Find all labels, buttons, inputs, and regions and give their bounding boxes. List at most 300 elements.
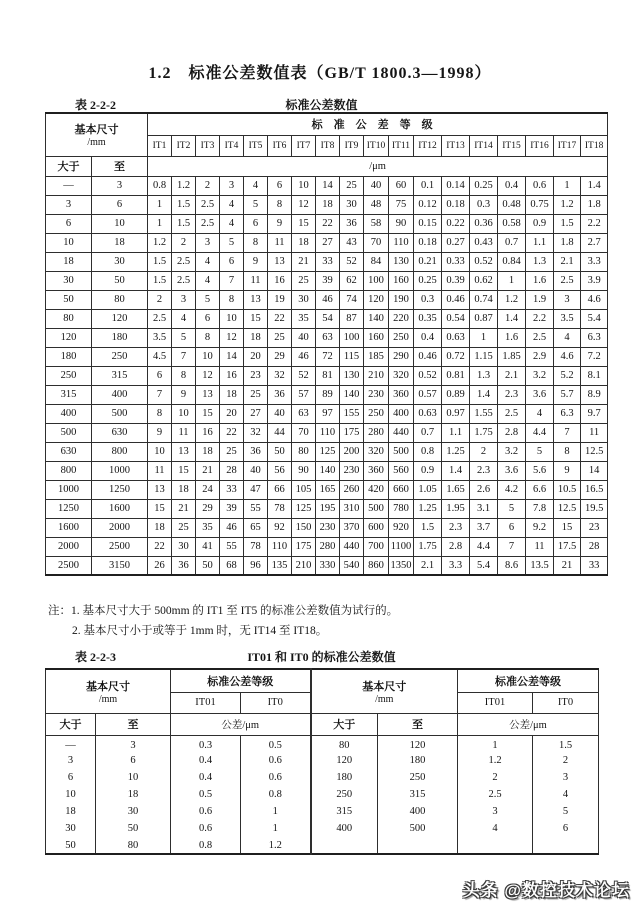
cell: 0.63 (442, 328, 470, 347)
it-grade-header: IT6 (268, 135, 292, 156)
cell: 400 (378, 803, 458, 820)
cell: 110 (268, 537, 292, 556)
table-row (46, 214, 608, 233)
cell: 50 (268, 442, 292, 461)
cell: 80 (92, 290, 148, 309)
cell: 0.6 (171, 820, 241, 837)
cell: 11 (148, 461, 172, 480)
cell: 2.5 (554, 271, 581, 290)
it-grade-header: IT8 (316, 135, 340, 156)
cell: 2.5 (172, 252, 196, 271)
cell: 4.4 (526, 423, 554, 442)
cell: 1.4 (470, 385, 498, 404)
cell: 28 (581, 537, 608, 556)
unit-header: /μm (148, 156, 608, 176)
cell: 1.5 (148, 252, 172, 271)
cell: 1.6 (498, 328, 526, 347)
cell: 12 (196, 366, 220, 385)
table-row (46, 735, 599, 752)
cell: 5 (172, 328, 196, 347)
cell: 5.6 (526, 461, 554, 480)
cell: 2.1 (414, 556, 442, 575)
cell: 0.4 (414, 328, 442, 347)
cell: 4 (533, 786, 599, 803)
note-line-1 (48, 601, 593, 621)
cell: 40 (244, 461, 268, 480)
cell: 22 (268, 309, 292, 328)
to-header-right: 至 (378, 713, 458, 735)
cell: 33 (581, 556, 608, 575)
cell: 175 (340, 423, 364, 442)
cell: 10 (46, 233, 92, 252)
cell: 3.5 (148, 328, 172, 347)
basic-size-label: 基本尺寸 (74, 124, 119, 137)
cell: 35 (196, 518, 220, 537)
cell: 36 (172, 556, 196, 575)
cell: 1600 (46, 518, 92, 537)
cell: 52 (340, 252, 364, 271)
table-row (46, 820, 599, 837)
cell: 29 (196, 499, 220, 518)
cell: 23 (581, 518, 608, 537)
cell: 1.1 (442, 423, 470, 442)
cell: 160 (364, 328, 389, 347)
cell: 10 (292, 176, 316, 195)
cell: — (46, 176, 92, 195)
cell: 2.2 (581, 214, 608, 233)
cell: 2.6 (470, 480, 498, 499)
cell: 120 (311, 752, 378, 769)
note-1-text: 1. 基本尺寸大于 500mm 的 IT1 至 IT5 的标准公差数值为试行的。 (71, 605, 399, 617)
cell: 0.4 (171, 752, 241, 769)
cell: 70 (364, 233, 389, 252)
cell: 7 (220, 271, 244, 290)
cell: 14 (581, 461, 608, 480)
basic-size-label: 基本尺寸 (86, 680, 130, 693)
cell: 0.33 (442, 252, 470, 271)
cell: 700 (364, 537, 389, 556)
cell: 3 (533, 769, 599, 786)
cell: 500 (92, 404, 148, 423)
cell: 420 (364, 480, 389, 499)
cell: 5 (196, 290, 220, 309)
table1-caption: 标准公差数值 (285, 98, 358, 112)
cell: 2.5 (458, 786, 533, 803)
cell: 500 (389, 442, 414, 461)
standard-tolerance-table (45, 112, 608, 576)
cell: 280 (364, 423, 389, 442)
cell: 440 (340, 537, 364, 556)
cell: 8.9 (581, 385, 608, 404)
cell: 9.7 (581, 404, 608, 423)
table-row (46, 803, 599, 820)
cell: 39 (220, 499, 244, 518)
cell: 4.2 (498, 480, 526, 499)
note-2-text: 2. 基本尺寸小于或等于 1mm 时，无 IT14 至 IT18。 (72, 625, 328, 637)
cell: 21 (554, 556, 581, 575)
cell: 1.2 (458, 752, 533, 769)
cell: 40 (268, 404, 292, 423)
cell: 330 (316, 556, 340, 575)
cell: 180 (46, 347, 92, 366)
cell (378, 837, 458, 854)
cell: 3 (46, 752, 96, 769)
cell: 3 (96, 735, 171, 752)
cell: 2 (196, 176, 220, 195)
cell: 25 (172, 518, 196, 537)
cell: 3.2 (498, 442, 526, 461)
cell: 0.84 (498, 252, 526, 271)
cell: 14 (220, 347, 244, 366)
cell: 35 (292, 309, 316, 328)
cell: — (46, 735, 96, 752)
cell: 1.3 (526, 252, 554, 271)
cell: 1250 (46, 499, 92, 518)
over-header: 大于 (46, 156, 92, 176)
cell: 2.8 (498, 423, 526, 442)
cell: 0.75 (526, 195, 554, 214)
it0-header-right: IT0 (533, 692, 599, 713)
cell: 15 (148, 499, 172, 518)
cell: 8 (268, 195, 292, 214)
cell: 630 (92, 423, 148, 442)
cell: 3150 (92, 556, 148, 575)
cell: 190 (389, 290, 414, 309)
cell: 0.89 (442, 385, 470, 404)
cell: 0.21 (414, 252, 442, 271)
cell: 2 (458, 769, 533, 786)
cell: 0.43 (470, 233, 498, 252)
cell: 3.9 (581, 271, 608, 290)
cell: 29 (268, 347, 292, 366)
cell: 66 (268, 480, 292, 499)
cell: 8 (172, 366, 196, 385)
cell: 14 (316, 176, 340, 195)
cell: 4 (526, 404, 554, 423)
cell: 4.6 (554, 347, 581, 366)
cell: 3 (92, 176, 148, 195)
cell: 2.3 (470, 461, 498, 480)
cell: 11 (172, 423, 196, 442)
cell: 2500 (46, 556, 92, 575)
cell: 57 (292, 385, 316, 404)
cell: 500 (46, 423, 92, 442)
page-title: 1.2 标准公差数值表（GB/T 1800.3—1998） (148, 65, 492, 82)
cell: 12.5 (581, 442, 608, 461)
cell: 43 (340, 233, 364, 252)
cell: 1.9 (526, 290, 554, 309)
cell: 15 (292, 214, 316, 233)
cell: 52 (292, 366, 316, 385)
cell: 140 (340, 385, 364, 404)
cell: 10 (92, 214, 148, 233)
cell: 15 (172, 461, 196, 480)
cell: 920 (389, 518, 414, 537)
cell: 4.5 (148, 347, 172, 366)
cell: 8 (196, 328, 220, 347)
cell: 5.2 (554, 366, 581, 385)
cell: 18 (220, 385, 244, 404)
cell: 0.8 (241, 786, 311, 803)
cell: 1.85 (498, 347, 526, 366)
cell: 56 (268, 461, 292, 480)
cell: 80 (311, 735, 378, 752)
cell: 780 (389, 499, 414, 518)
cell: 1 (241, 803, 311, 820)
cell: 1.1 (526, 233, 554, 252)
note-prefix: 注： (48, 605, 71, 617)
cell: 400 (389, 404, 414, 423)
cell: 13 (196, 385, 220, 404)
cell: 2.5 (526, 328, 554, 347)
cell: 0.3 (171, 735, 241, 752)
cell: 30 (92, 252, 148, 271)
cell: 46 (220, 518, 244, 537)
cell: 280 (316, 537, 340, 556)
cell: 0.36 (470, 214, 498, 233)
basic-size-header-left (46, 669, 171, 713)
cell: 250 (92, 347, 148, 366)
cell: 1.75 (414, 537, 442, 556)
it01-it0-tolerance-table (45, 668, 599, 855)
cell: 3.5 (554, 309, 581, 328)
cell: 1.2 (554, 195, 581, 214)
cell: 8 (148, 404, 172, 423)
table-row (46, 176, 608, 195)
table-row (46, 480, 608, 499)
cell: 13 (148, 480, 172, 499)
cell: 0.46 (442, 290, 470, 309)
cell: 8 (244, 233, 268, 252)
cell: 110 (389, 233, 414, 252)
cell: 3 (46, 195, 92, 214)
cell: 0.62 (470, 271, 498, 290)
cell: 540 (340, 556, 364, 575)
cell: 18 (244, 328, 268, 347)
it-grade-header: IT5 (244, 135, 268, 156)
cell: 1.5 (148, 271, 172, 290)
cell: 7 (148, 385, 172, 404)
cell: 0.1 (414, 176, 442, 195)
cell: 0.27 (442, 233, 470, 252)
cell: 3 (196, 233, 220, 252)
cell: 1.2 (148, 233, 172, 252)
cell: 315 (311, 803, 378, 820)
cell: 5 (220, 233, 244, 252)
cell: 0.7 (498, 233, 526, 252)
cell: 10.5 (554, 480, 581, 499)
cell: 4 (172, 309, 196, 328)
cell: 8.1 (581, 366, 608, 385)
cell: 6 (148, 366, 172, 385)
table1-label: 表 2-2-2 (75, 98, 116, 112)
cell: 0.3 (414, 290, 442, 309)
table-row (46, 518, 608, 537)
table-row (46, 328, 608, 347)
cell: 2.5 (498, 404, 526, 423)
cell: 1.55 (470, 404, 498, 423)
it-grade-header: IT2 (172, 135, 196, 156)
cell: 41 (196, 537, 220, 556)
cell: 54 (316, 309, 340, 328)
cell: 100 (364, 271, 389, 290)
cell: 26 (148, 556, 172, 575)
cell: 260 (340, 480, 364, 499)
cell: 18 (46, 252, 92, 271)
cell: 25 (244, 385, 268, 404)
table-row (46, 752, 599, 769)
cell: 110 (316, 423, 340, 442)
cell: 0.74 (470, 290, 498, 309)
cell: 6.6 (526, 480, 554, 499)
cell: 97 (316, 404, 340, 423)
table2-caption-row (45, 648, 598, 665)
cell: 2 (148, 290, 172, 309)
cell: 8 (554, 442, 581, 461)
cell: 21 (172, 499, 196, 518)
cell: 7 (498, 537, 526, 556)
cell: 3 (458, 803, 533, 820)
cell: 3.3 (442, 556, 470, 575)
cell: 58 (364, 214, 389, 233)
cell: 5 (244, 195, 268, 214)
cell: 25 (292, 271, 316, 290)
cell: 165 (316, 480, 340, 499)
cell: 2.5 (196, 214, 220, 233)
cell: 6 (46, 214, 92, 233)
cell: 22 (316, 214, 340, 233)
table1-notes (48, 601, 593, 641)
cell: 1.5 (533, 735, 599, 752)
cell: 78 (268, 499, 292, 518)
table-row (46, 837, 599, 854)
cell: 0.5 (241, 735, 311, 752)
cell: 0.9 (414, 461, 442, 480)
cell: 18 (316, 195, 340, 214)
cell: 1.2 (241, 837, 311, 854)
cell: 1.15 (470, 347, 498, 366)
cell: 5 (533, 803, 599, 820)
cell: 28 (220, 461, 244, 480)
cell: 230 (364, 385, 389, 404)
cell: 22 (220, 423, 244, 442)
grade-title-header-right: 标准公差等级 (458, 669, 599, 692)
cell: 80 (292, 442, 316, 461)
cell: 2.9 (526, 347, 554, 366)
it-grade-header: IT10 (364, 135, 389, 156)
cell: 48 (364, 195, 389, 214)
cell: 4 (220, 214, 244, 233)
cell: 0.7 (414, 423, 442, 442)
tolerance-unit-header-left: 公差/μm (171, 713, 311, 735)
cell: 50 (196, 556, 220, 575)
cell: 15 (554, 518, 581, 537)
cell: 0.97 (442, 404, 470, 423)
basic-size-unit: /mm (87, 137, 106, 149)
cell: 290 (389, 347, 414, 366)
cell: 15 (244, 309, 268, 328)
cell: 30 (292, 290, 316, 309)
cell: 315 (92, 366, 148, 385)
cell: 600 (364, 518, 389, 537)
cell: 1 (498, 271, 526, 290)
cell: 230 (316, 518, 340, 537)
cell: 0.4 (498, 176, 526, 195)
cell: 17.5 (554, 537, 581, 556)
cell: 160 (389, 271, 414, 290)
it-grade-header: IT11 (389, 135, 414, 156)
cell: 8 (220, 290, 244, 309)
cell: 25 (340, 176, 364, 195)
cell: 1000 (46, 480, 92, 499)
cell: 16 (196, 423, 220, 442)
cell: 250 (389, 328, 414, 347)
table-row (46, 769, 599, 786)
cell: 50 (46, 290, 92, 309)
cell: 140 (364, 309, 389, 328)
cell: 32 (244, 423, 268, 442)
cell: 30 (172, 537, 196, 556)
cell: 210 (292, 556, 316, 575)
cell: 115 (340, 347, 364, 366)
cell: 39 (316, 271, 340, 290)
grade-title-header: 标准公差等级 (148, 113, 608, 135)
table-row (46, 290, 608, 309)
table-row (46, 499, 608, 518)
cell: 92 (268, 518, 292, 537)
cell: 0.18 (442, 195, 470, 214)
cell: 70 (292, 423, 316, 442)
cell: 1.4 (442, 461, 470, 480)
table-row (46, 537, 608, 556)
it-grade-header: IT17 (554, 135, 581, 156)
cell: 6.3 (554, 404, 581, 423)
cell: 22 (148, 537, 172, 556)
cell: 660 (389, 480, 414, 499)
cell: 0.6 (241, 769, 311, 786)
cell: 2.3 (442, 518, 470, 537)
table-row (46, 347, 608, 366)
cell: 33 (316, 252, 340, 271)
cell: 55 (244, 499, 268, 518)
cell: 65 (244, 518, 268, 537)
cell: 6 (196, 309, 220, 328)
cell: 11 (244, 271, 268, 290)
cell: 0.72 (442, 347, 470, 366)
cell: 7 (554, 423, 581, 442)
cell: 0.58 (498, 214, 526, 233)
table-row (46, 309, 608, 328)
cell: 6 (92, 195, 148, 214)
cell: 400 (311, 820, 378, 837)
it-grade-header: IT7 (292, 135, 316, 156)
table-row (46, 233, 608, 252)
cell: 125 (316, 442, 340, 461)
cell: 78 (244, 537, 268, 556)
cell: 2.2 (526, 309, 554, 328)
cell: 1.3 (470, 366, 498, 385)
cell: 0.12 (414, 195, 442, 214)
cell: 1.8 (581, 195, 608, 214)
cell: 84 (364, 252, 389, 271)
cell: 155 (340, 404, 364, 423)
cell: 30 (340, 195, 364, 214)
cell: 440 (389, 423, 414, 442)
cell: 0.57 (414, 385, 442, 404)
cell: 250 (364, 404, 389, 423)
cell: 1.25 (442, 442, 470, 461)
cell: 80 (46, 309, 92, 328)
